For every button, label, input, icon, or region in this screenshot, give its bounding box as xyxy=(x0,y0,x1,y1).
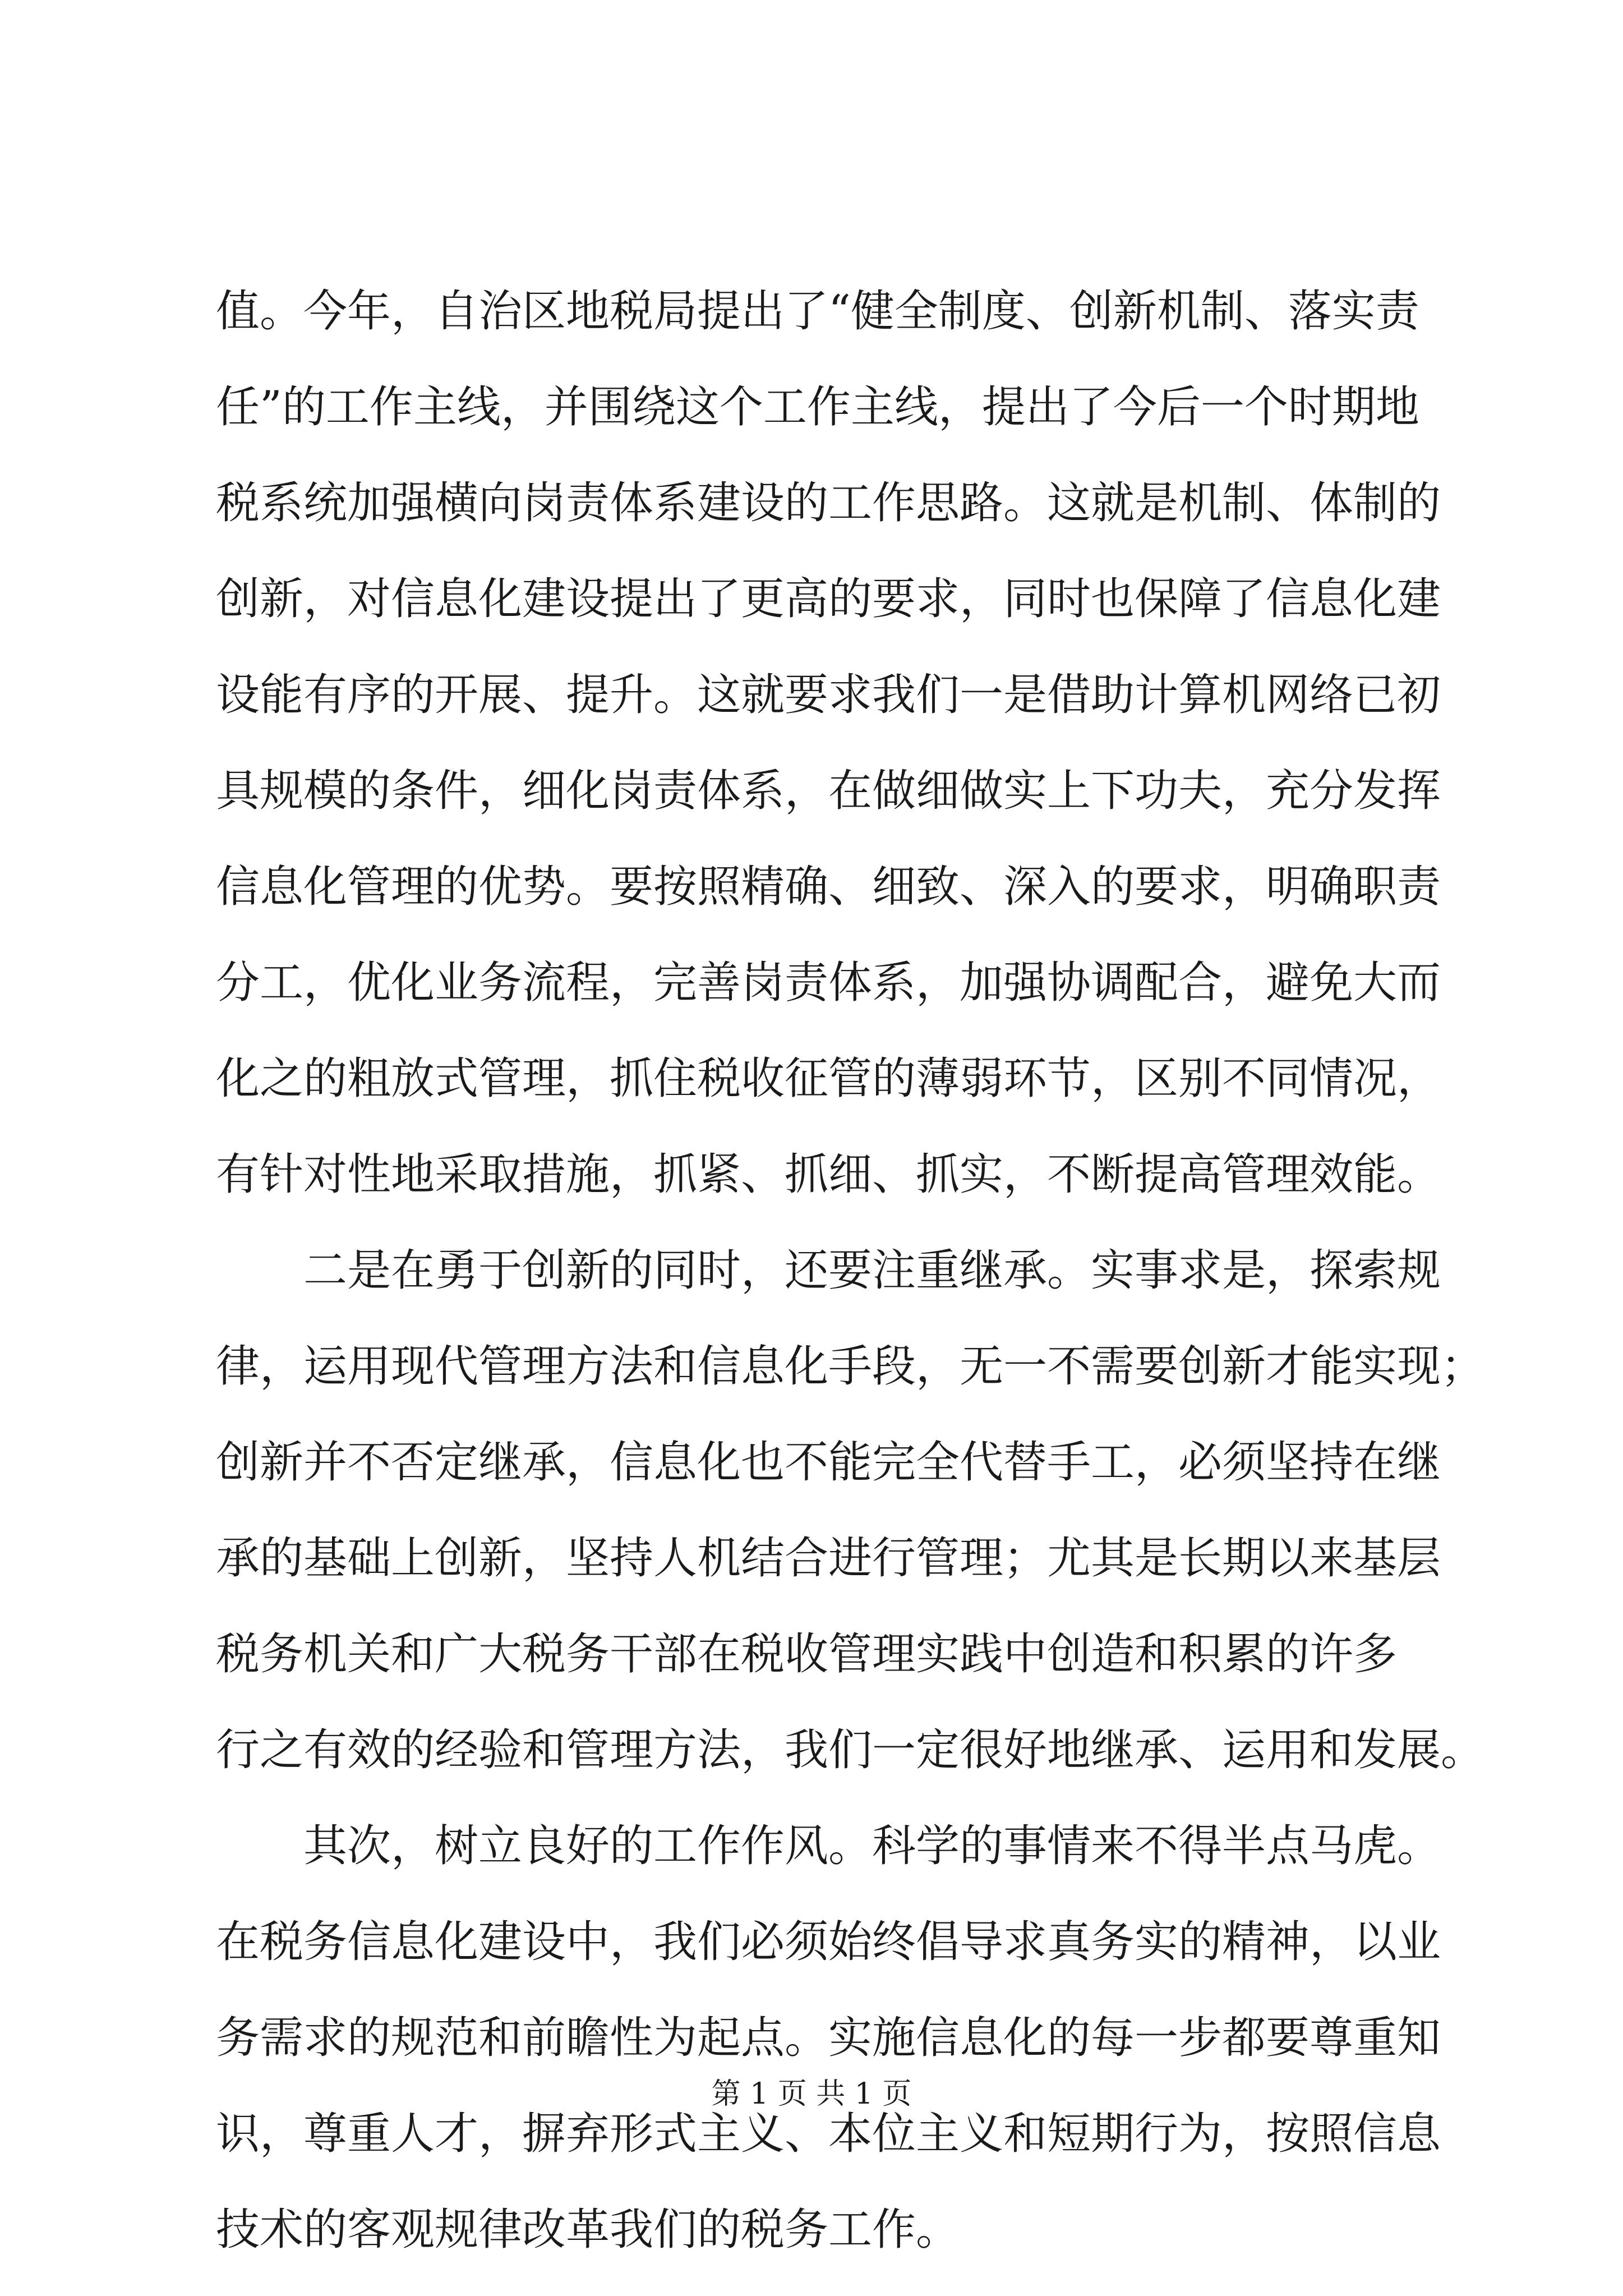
text-line: 具规模的条件，细化岗责体系，在做细做实上下功夫，充分发挥 xyxy=(216,766,1441,816)
text-line: 设能有序的开展、提升。这就要求我们一是借助计算机网络已初 xyxy=(216,670,1441,720)
text-line: 税系统加强横向岗责体系建设的工作思路。这就是机制、体制的 xyxy=(216,478,1441,528)
text-line: 技术的客观规律改革我们的税务工作。 xyxy=(216,2205,960,2255)
text-line: 有针对性地采取措施，抓紧、抓细、抓实，不断提高管理效能。 xyxy=(216,1149,1441,1200)
text-line: 值。今年，自治区地税局提出了“健全制度、创新机制、落实责 xyxy=(216,286,1419,337)
text-line: 创新并不否定继承，信息化也不能完全代替手工，必须坚持在继 xyxy=(216,1437,1441,1488)
text-line: 二是在勇于创新的同时，还要注重继承。实事求是，探索规 xyxy=(216,1245,1441,1296)
body-text xyxy=(216,264,1485,2278)
text-line: 务需求的规范和前瞻性为起点。实施信息化的每一步都要尊重知 xyxy=(216,2013,1441,2063)
text-line: 律，运用现代管理方法和信息化手段，无一不需要创新才能实现； xyxy=(216,1341,1485,1392)
text-line: 承的基础上创新，坚持人机结合进行管理；尤其是长期以来基层 xyxy=(216,1533,1441,1584)
text-line: 分工，优化业务流程，完善岗责体系，加强协调配合，避免大而 xyxy=(216,958,1441,1008)
text-line: 税务机关和广大税务干部在税收管理实践中创造和积累的许多 xyxy=(216,1629,1398,1680)
text-line: 行之有效的经验和管理方法，我们一定很好地继承、运用和发展。 xyxy=(216,1725,1485,1775)
text-line: 其次，树立良好的工作作风。科学的事情来不得半点马虎。 xyxy=(216,1821,1441,1871)
text-line: 在税务信息化建设中，我们必须始终倡导求真务实的精神，以业 xyxy=(216,1917,1441,1967)
page-number-footer: 第 1 页 共 1 页 xyxy=(711,2077,912,2111)
text-line: 信息化管理的优势。要按照精确、细致、深入的要求，明确职责 xyxy=(216,862,1441,912)
text-line: 创新，对信息化建设提出了更高的要求，同时也保障了信息化建 xyxy=(216,574,1441,624)
text-line: 任”的工作主线，并围绕这个工作主线，提出了今后一个时期地 xyxy=(216,382,1419,432)
text-line: 识，尊重人才，摒弃形式主义、本位主义和短期行为，按照信息 xyxy=(216,2109,1441,2159)
text-line: 化之的粗放式管理，抓住税收征管的薄弱环节，区别不同情况， xyxy=(216,1053,1441,1104)
